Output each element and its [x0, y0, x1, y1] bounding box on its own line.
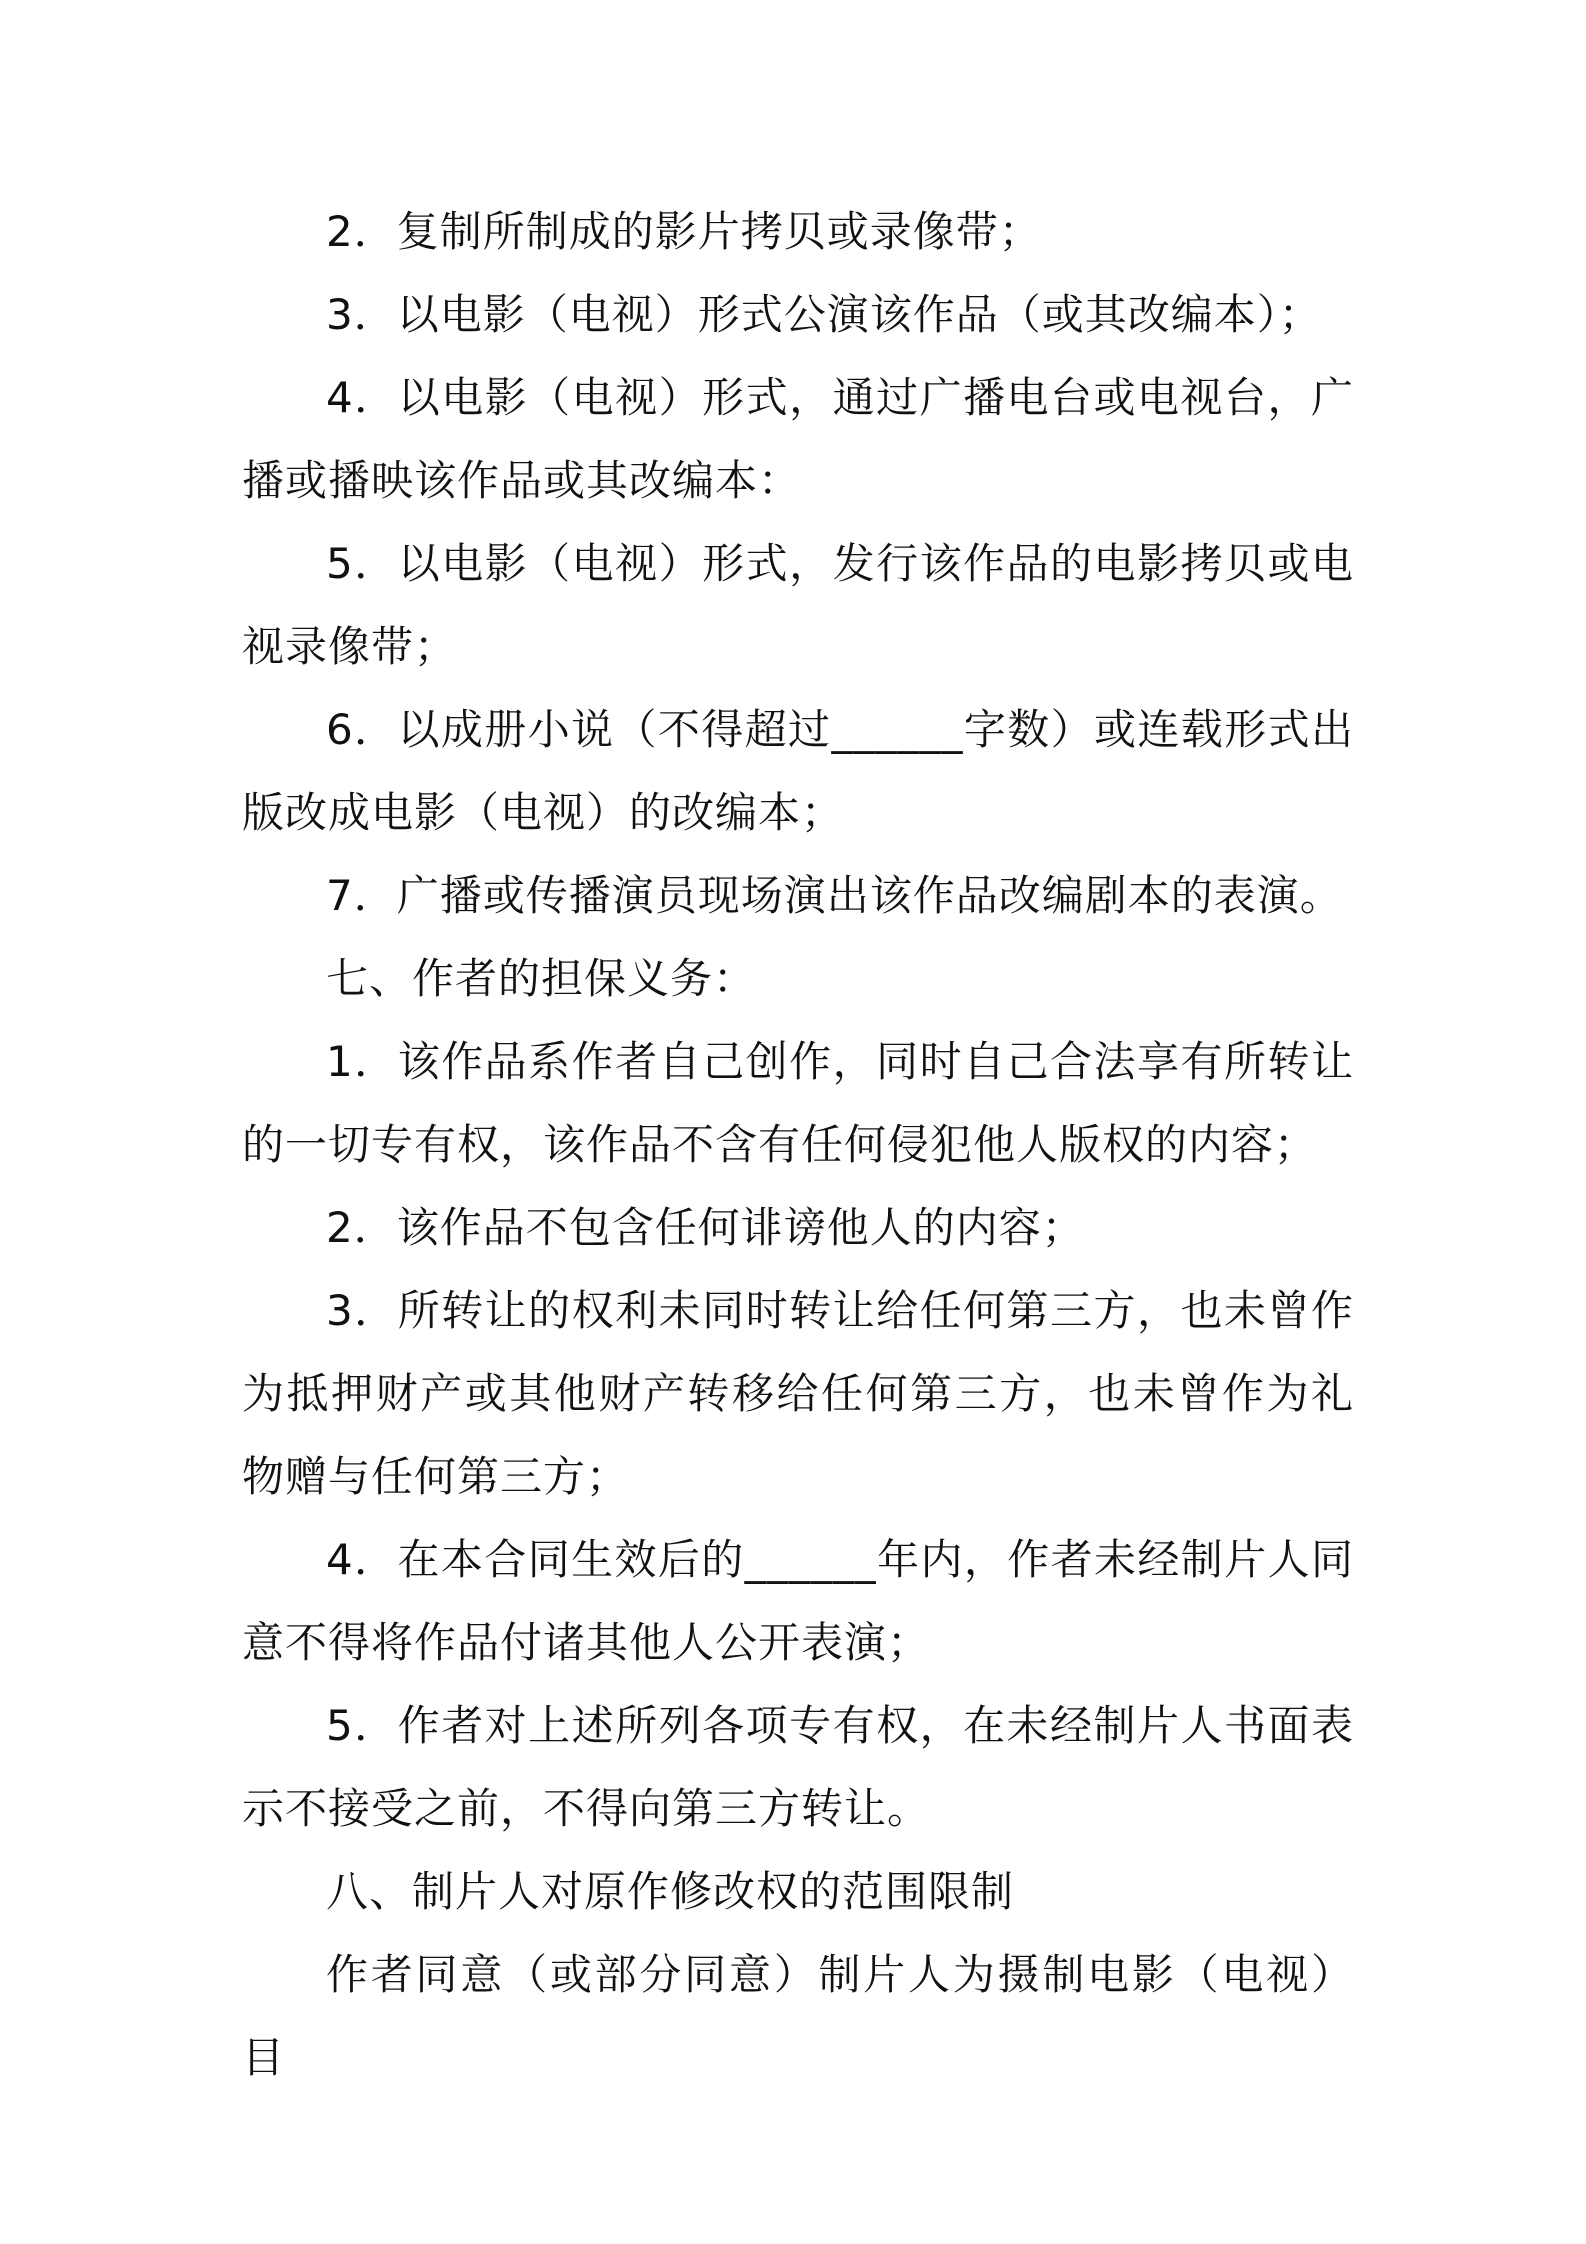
paragraph-item-3-public-performance: 3．以电影（电视）形式公演该作品（或其改编本）；: [326, 290, 1322, 339]
paragraph-item-2-copy: 2．复制所制成的影片拷贝或录像带；: [326, 207, 1042, 256]
warranty-item-5-no-third-party: 5．作者对上述所列各项专有权，在未经制片人书面表示不接受之前，不得向第三方转让。: [242, 1701, 1354, 1833]
warranty-item-2-no-defamation: 2．该作品不包含任何诽谤他人的内容；: [326, 1203, 1085, 1252]
warranty-item-1-original-work: 1．该作品系作者自己创作，同时自己合法享有所转让的一切专有权，该作品不含有任何侵犯他人版权的内容；: [242, 1037, 1354, 1169]
document-body: [242, 190, 1354, 2099]
paragraph-item-7-live-broadcast: 7．广播或传播演员现场演出该作品改编剧本的表演。: [326, 871, 1343, 920]
section-heading-author-warranty: 七、作者的担保义务：: [326, 954, 757, 1003]
warranty-item-4-no-performance: 4．在本合同生效后的______年内，作者未经制片人同意不得将作品付诸其他人公开表演；: [242, 1535, 1354, 1667]
paragraph-item-4-broadcast: 4．以电影（电视）形式，通过广播电台或电视台，广播或播映该作品或其改编本：: [242, 373, 1354, 505]
paragraph-item-6-novel-publication: 6．以成册小说（不得超过______字数）或连载形式出版改成电影（电视）的改编本；: [242, 705, 1354, 837]
paragraph-item-5-distribution: 5．以电影（电视）形式，发行该作品的电影拷贝或电视录像带；: [242, 539, 1354, 671]
section-heading-modification-limits: 八、制片人对原作修改权的范围限制: [326, 1867, 1015, 1916]
paragraph-modification-consent: 作者同意（或部分同意）制片人为摄制电影（电视）目: [242, 1950, 1354, 2082]
warranty-item-3-no-transfer: 3．所转让的权利未同时转让给任何第三方，也未曾作为抵押财产或其他财产转移给任何第三方，也未曾作为礼物赠与任何第三方；: [242, 1286, 1354, 1501]
